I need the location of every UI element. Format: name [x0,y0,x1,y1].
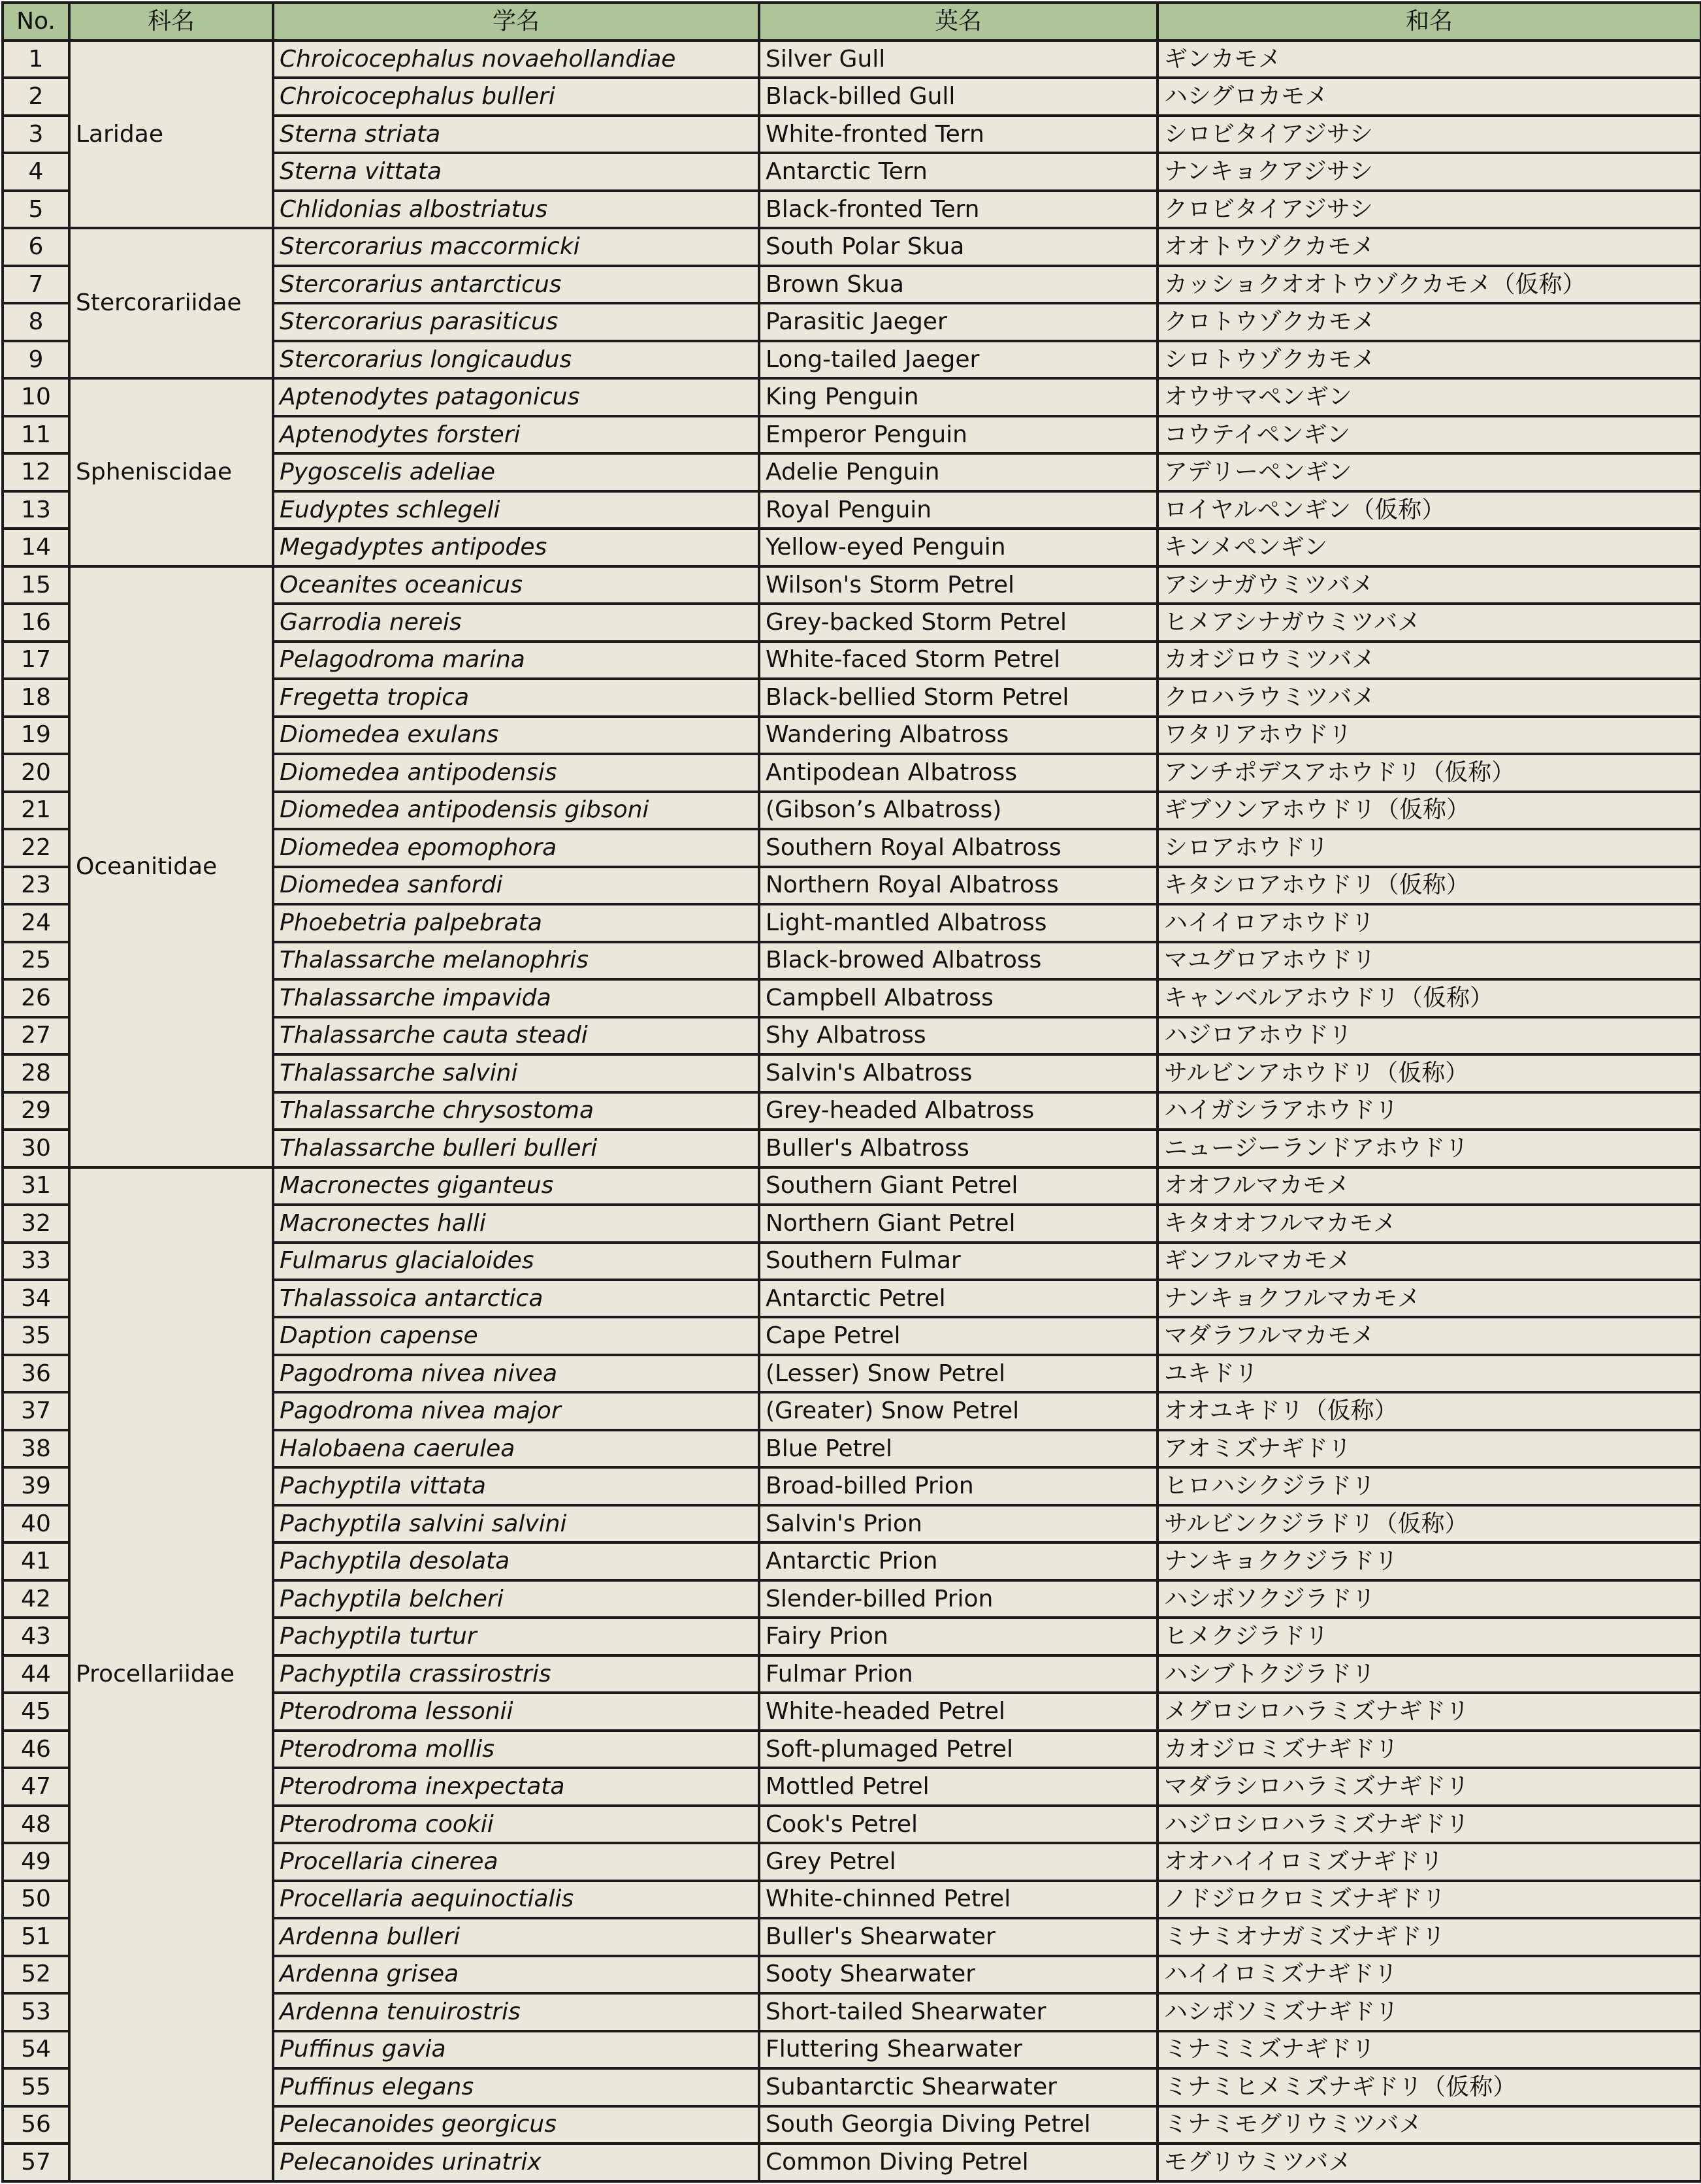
english-name: South Georgia Diving Petrel [759,2106,1158,2143]
scientific-name: Thalassarche salvini [273,1054,759,1092]
scientific-name: Fulmarus glacialoides [273,1243,759,1280]
row-number: 6 [3,228,69,265]
japanese-name: マダラフルマカモメ [1158,1317,1701,1354]
scientific-name: Pterodroma mollis [273,1731,759,1768]
row-number: 16 [3,604,69,641]
scientific-name: Macronectes giganteus [273,1167,759,1205]
scientific-name: Thalassarche melanophris [273,942,759,979]
english-name: Grey-headed Albatross [759,1092,1158,1130]
scientific-name: Pachyptila vittata [273,1467,759,1505]
row-number: 25 [3,942,69,979]
japanese-name: カオジロウミツバメ [1158,642,1701,679]
english-name: Adelie Penguin [759,453,1158,491]
scientific-name: Thalassoica antarctica [273,1280,759,1317]
english-name: Fairy Prion [759,1618,1158,1655]
row-number: 54 [3,2031,69,2068]
row-number: 17 [3,642,69,679]
english-name: Antarctic Tern [759,153,1158,190]
row-number: 7 [3,266,69,303]
scientific-name: Chroicocephalus novaehollandiae [273,41,759,78]
row-number: 24 [3,904,69,941]
japanese-name: ハシグロカモメ [1158,78,1701,115]
english-name: Antarctic Prion [759,1542,1158,1580]
scientific-name: Chlidonias albostriatus [273,191,759,228]
english-name: Buller's Albatross [759,1130,1158,1167]
scientific-name: Garrodia nereis [273,604,759,641]
scientific-name: Thalassarche impavida [273,979,759,1017]
english-name: Northern Giant Petrel [759,1205,1158,1242]
family-name: Stercorariidae [69,228,273,378]
japanese-name: カオジロミズナギドリ [1158,1731,1701,1768]
english-name: Cape Petrel [759,1317,1158,1354]
japanese-name: ロイヤルペンギン（仮称） [1158,491,1701,529]
japanese-name: オオユキドリ（仮称） [1158,1392,1701,1429]
scientific-name: Puffinus gavia [273,2031,759,2068]
japanese-name: ギブソンアホウドリ（仮称） [1158,792,1701,829]
scientific-name: Diomedea antipodensis gibsoni [273,792,759,829]
english-name: Wilson's Storm Petrel [759,566,1158,604]
scientific-name: Pachyptila desolata [273,1542,759,1580]
english-name: Salvin's Albatross [759,1054,1158,1092]
japanese-name: ハシボソミズナギドリ [1158,1993,1701,2030]
scientific-name: Stercorarius maccormicki [273,228,759,265]
japanese-name: キャンベルアホウドリ（仮称） [1158,979,1701,1017]
japanese-name: オオハイイロミズナギドリ [1158,1843,1701,1880]
japanese-name: ハイガシラアホウドリ [1158,1092,1701,1130]
row-number: 43 [3,1618,69,1655]
english-name: Southern Fulmar [759,1243,1158,1280]
english-name: Campbell Albatross [759,979,1158,1017]
scientific-name: Phoebetria palpebrata [273,904,759,941]
row-number: 20 [3,754,69,791]
row-number: 29 [3,1092,69,1130]
japanese-name: アシナガウミツバメ [1158,566,1701,604]
japanese-name: キタオオフルマカモメ [1158,1205,1701,1242]
header-japanese-name: 和名 [1158,3,1701,41]
english-name: Southern Royal Albatross [759,829,1158,866]
japanese-name: オウサマペンギン [1158,378,1701,416]
header-family: 科名 [69,3,273,41]
table-row [3,378,1701,416]
japanese-name: ナンキョクフルマカモメ [1158,1280,1701,1317]
row-number: 28 [3,1054,69,1092]
english-name: Light-mantled Albatross [759,904,1158,941]
row-number: 9 [3,341,69,378]
japanese-name: ヒロハシクジラドリ [1158,1467,1701,1505]
japanese-name: ノドジロクロミズナギドリ [1158,1881,1701,1918]
japanese-name: アオミズナギドリ [1158,1430,1701,1467]
japanese-name: ハジロシロハラミズナギドリ [1158,1806,1701,1843]
japanese-name: オオフルマカモメ [1158,1167,1701,1205]
english-name: Grey Petrel [759,1843,1158,1880]
row-number: 49 [3,1843,69,1880]
row-number: 39 [3,1467,69,1505]
japanese-name: モグリウミツバメ [1158,2143,1701,2181]
family-name: Oceanitidae [69,566,273,1167]
english-name: Cook's Petrel [759,1806,1158,1843]
english-name: Salvin's Prion [759,1505,1158,1542]
japanese-name: コウテイペンギン [1158,416,1701,453]
row-number: 31 [3,1167,69,1205]
japanese-name: アデリーペンギン [1158,453,1701,491]
scientific-name: Pterodroma inexpectata [273,1768,759,1805]
english-name: Black-bellied Storm Petrel [759,679,1158,716]
english-name: White-headed Petrel [759,1693,1158,1730]
row-number: 4 [3,153,69,190]
row-number: 10 [3,378,69,416]
scientific-name: Pterodroma cookii [273,1806,759,1843]
scientific-name: Pachyptila crassirostris [273,1655,759,1693]
japanese-name: ハシブトクジラドリ [1158,1655,1701,1693]
english-name: Long-tailed Jaeger [759,341,1158,378]
japanese-name: ミナミモグリウミツバメ [1158,2106,1701,2143]
english-name: Soft-plumaged Petrel [759,1731,1158,1768]
japanese-name: ミナミオナガミズナギドリ [1158,1918,1701,1955]
scientific-name: Pelecanoides urinatrix [273,2143,759,2181]
japanese-name: キンメペンギン [1158,529,1701,566]
row-number: 47 [3,1768,69,1805]
table-row [3,228,1701,265]
row-number: 15 [3,566,69,604]
english-name: Royal Penguin [759,491,1158,529]
scientific-name: Pelagodroma marina [273,642,759,679]
scientific-name: Halobaena caerulea [273,1430,759,1467]
scientific-name: Procellaria cinerea [273,1843,759,1880]
scientific-name: Thalassarche cauta steadi [273,1017,759,1054]
english-name: (Gibson’s Albatross) [759,792,1158,829]
row-number: 55 [3,2068,69,2106]
table-row [3,41,1701,78]
scientific-name: Pagodroma nivea nivea [273,1355,759,1392]
english-name: Black-browed Albatross [759,942,1158,979]
japanese-name: ナンキョクアジサシ [1158,153,1701,190]
scientific-name: Pygoscelis adeliae [273,453,759,491]
japanese-name: クロハラウミツバメ [1158,679,1701,716]
family-name: Spheniscidae [69,378,273,566]
row-number: 23 [3,867,69,904]
row-number: 41 [3,1542,69,1580]
family-name: Laridae [69,41,273,228]
english-name: Shy Albatross [759,1017,1158,1054]
japanese-name: ワタリアホウドリ [1158,717,1701,754]
english-name: Subantarctic Shearwater [759,2068,1158,2106]
english-name: Slender-billed Prion [759,1580,1158,1618]
header-no: No. [3,3,69,41]
scientific-name: Sterna vittata [273,153,759,190]
scientific-name: Aptenodytes patagonicus [273,378,759,416]
english-name: Black-fronted Tern [759,191,1158,228]
english-name: Wandering Albatross [759,717,1158,754]
row-number: 53 [3,1993,69,2030]
english-name: Broad-billed Prion [759,1467,1158,1505]
scientific-name: Daption capense [273,1317,759,1354]
english-name: Antarctic Petrel [759,1280,1158,1317]
row-number: 38 [3,1430,69,1467]
scientific-name: Pterodroma lessonii [273,1693,759,1730]
row-number: 40 [3,1505,69,1542]
row-number: 26 [3,979,69,1017]
japanese-name: カッショクオオトウゾクカモメ（仮称） [1158,266,1701,303]
header-scientific-name: 学名 [273,3,759,41]
japanese-name: メグロシロハラミズナギドリ [1158,1693,1701,1730]
row-number: 30 [3,1130,69,1167]
scientific-name: Sterna striata [273,116,759,153]
row-number: 14 [3,529,69,566]
row-number: 27 [3,1017,69,1054]
japanese-name: マダラシロハラミズナギドリ [1158,1768,1701,1805]
english-name: White-chinned Petrel [759,1881,1158,1918]
scientific-name: Pelecanoides georgicus [273,2106,759,2143]
english-name: (Lesser) Snow Petrel [759,1355,1158,1392]
row-number: 52 [3,1956,69,1993]
scientific-name: Stercorarius parasiticus [273,303,759,340]
row-number: 32 [3,1205,69,1242]
scientific-name: Pachyptila salvini salvini [273,1505,759,1542]
scientific-name: Pachyptila belcheri [273,1580,759,1618]
english-name: Grey-backed Storm Petrel [759,604,1158,641]
english-name: White-fronted Tern [759,116,1158,153]
japanese-name: ユキドリ [1158,1355,1701,1392]
english-name: Emperor Penguin [759,416,1158,453]
species-table [1,1,1701,2183]
row-number: 13 [3,491,69,529]
japanese-name: マユグロアホウドリ [1158,942,1701,979]
english-name: Silver Gull [759,41,1158,78]
scientific-name: Stercorarius longicaudus [273,341,759,378]
english-name: Fluttering Shearwater [759,2031,1158,2068]
row-number: 11 [3,416,69,453]
english-name: Short-tailed Shearwater [759,1993,1158,2030]
row-number: 5 [3,191,69,228]
english-name: Black-billed Gull [759,78,1158,115]
scientific-name: Ardenna bulleri [273,1918,759,1955]
row-number: 36 [3,1355,69,1392]
english-name: Blue Petrel [759,1430,1158,1467]
english-name: White-faced Storm Petrel [759,642,1158,679]
row-number: 33 [3,1243,69,1280]
row-number: 12 [3,453,69,491]
row-number: 18 [3,679,69,716]
scientific-name: Eudyptes schlegeli [273,491,759,529]
table-row [3,1167,1701,1205]
english-name: Antipodean Albatross [759,754,1158,791]
scientific-name: Thalassarche chrysostoma [273,1092,759,1130]
scientific-name: Diomedea exulans [273,717,759,754]
english-name: Parasitic Jaeger [759,303,1158,340]
row-number: 19 [3,717,69,754]
english-name: Fulmar Prion [759,1655,1158,1693]
japanese-name: ハシボソクジラドリ [1158,1580,1701,1618]
english-name: Buller's Shearwater [759,1918,1158,1955]
english-name: Northern Royal Albatross [759,867,1158,904]
row-number: 57 [3,2143,69,2181]
row-number: 34 [3,1280,69,1317]
scientific-name: Diomedea antipodensis [273,754,759,791]
row-number: 1 [3,41,69,78]
row-number: 8 [3,303,69,340]
japanese-name: オオトウゾクカモメ [1158,228,1701,265]
row-number: 35 [3,1317,69,1354]
english-name: Brown Skua [759,266,1158,303]
row-number: 45 [3,1693,69,1730]
row-number: 21 [3,792,69,829]
row-number: 37 [3,1392,69,1429]
english-name: Sooty Shearwater [759,1956,1158,1993]
japanese-name: ナンキョククジラドリ [1158,1542,1701,1580]
english-name: Common Diving Petrel [759,2143,1158,2181]
row-number: 46 [3,1731,69,1768]
english-name: Mottled Petrel [759,1768,1158,1805]
row-number: 56 [3,2106,69,2143]
row-number: 2 [3,78,69,115]
scientific-name: Megadyptes antipodes [273,529,759,566]
japanese-name: ギンカモメ [1158,41,1701,78]
japanese-name: ミナミヒメミズナギドリ（仮称） [1158,2068,1701,2106]
row-number: 22 [3,829,69,866]
scientific-name: Pagodroma nivea major [273,1392,759,1429]
scientific-name: Procellaria aequinoctialis [273,1881,759,1918]
japanese-name: シロアホウドリ [1158,829,1701,866]
row-number: 48 [3,1806,69,1843]
japanese-name: キタシロアホウドリ（仮称） [1158,867,1701,904]
scientific-name: Thalassarche bulleri bulleri [273,1130,759,1167]
scientific-name: Oceanites oceanicus [273,566,759,604]
row-number: 44 [3,1655,69,1693]
english-name: King Penguin [759,378,1158,416]
japanese-name: シロトウゾクカモメ [1158,341,1701,378]
japanese-name: アンチポデスアホウドリ（仮称） [1158,754,1701,791]
english-name: South Polar Skua [759,228,1158,265]
family-name: Procellariidae [69,1167,273,2181]
japanese-name: サルビンクジラドリ（仮称） [1158,1505,1701,1542]
japanese-name: ハジロアホウドリ [1158,1017,1701,1054]
japanese-name: ヒメクジラドリ [1158,1618,1701,1655]
scientific-name: Chroicocephalus bulleri [273,78,759,115]
english-name: Southern Giant Petrel [759,1167,1158,1205]
row-number: 50 [3,1881,69,1918]
table-row [3,566,1701,604]
english-name: Yellow-eyed Penguin [759,529,1158,566]
row-number: 51 [3,1918,69,1955]
japanese-name: クロビタイアジサシ [1158,191,1701,228]
header-english-name: 英名 [759,3,1158,41]
scientific-name: Ardenna tenuirostris [273,1993,759,2030]
japanese-name: ハイイロミズナギドリ [1158,1956,1701,1993]
japanese-name: ニュージーランドアホウドリ [1158,1130,1701,1167]
japanese-name: クロトウゾクカモメ [1158,303,1701,340]
english-name: (Greater) Snow Petrel [759,1392,1158,1429]
scientific-name: Ardenna grisea [273,1956,759,1993]
row-number: 3 [3,116,69,153]
header-row [3,3,1701,41]
japanese-name: ハイイロアホウドリ [1158,904,1701,941]
scientific-name: Stercorarius antarcticus [273,266,759,303]
japanese-name: サルビンアホウドリ（仮称） [1158,1054,1701,1092]
scientific-name: Aptenodytes forsteri [273,416,759,453]
scientific-name: Macronectes halli [273,1205,759,1242]
row-number: 42 [3,1580,69,1618]
scientific-name: Diomedea epomophora [273,829,759,866]
japanese-name: ミナミミズナギドリ [1158,2031,1701,2068]
scientific-name: Puffinus elegans [273,2068,759,2106]
japanese-name: ギンフルマカモメ [1158,1243,1701,1280]
scientific-name: Fregetta tropica [273,679,759,716]
japanese-name: シロビタイアジサシ [1158,116,1701,153]
japanese-name: ヒメアシナガウミツバメ [1158,604,1701,641]
table-body [3,41,1701,2181]
scientific-name: Pachyptila turtur [273,1618,759,1655]
scientific-name: Diomedea sanfordi [273,867,759,904]
